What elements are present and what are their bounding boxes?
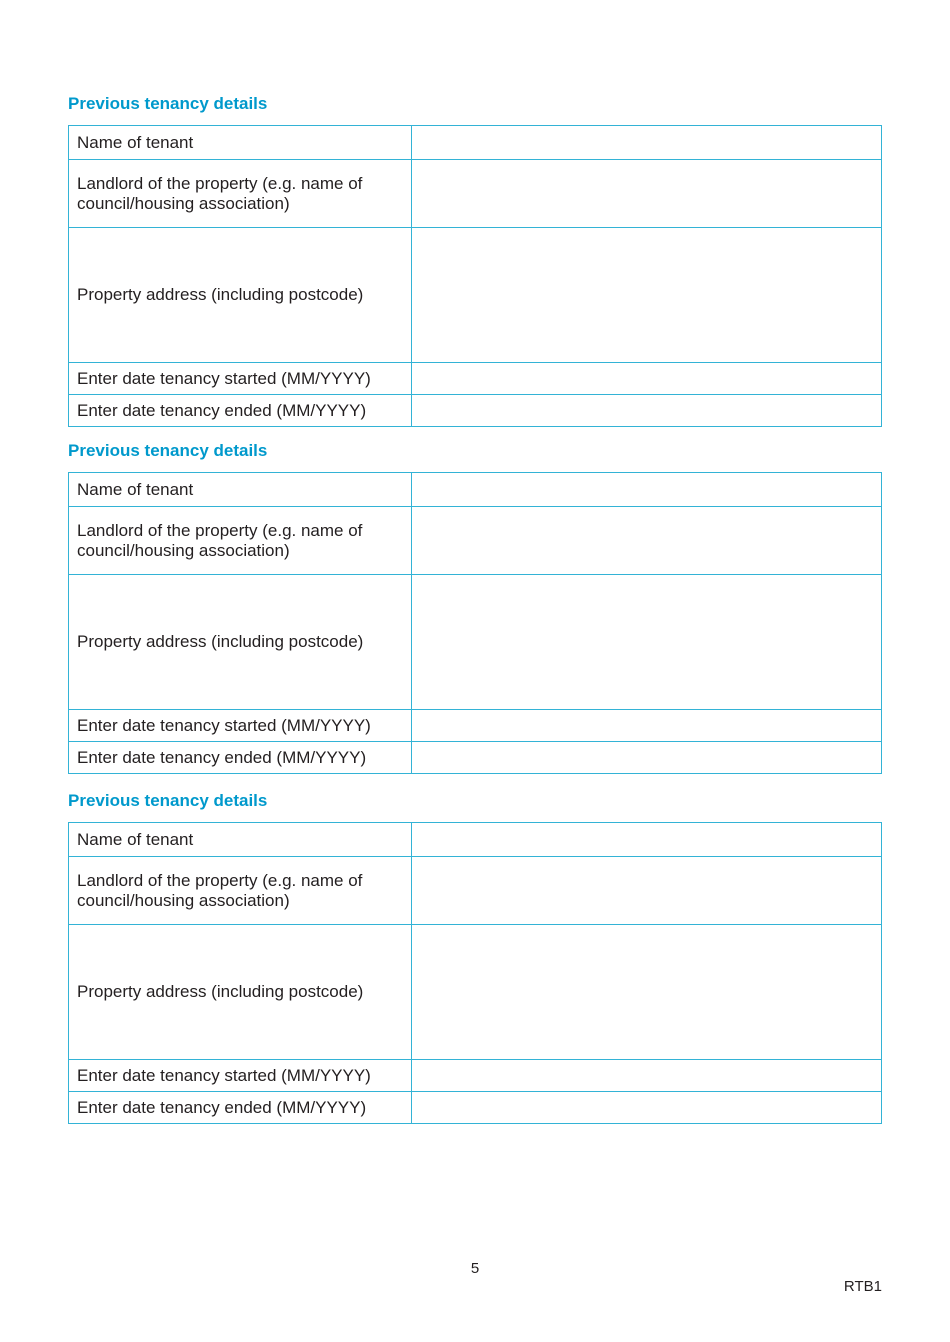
start-date-cell xyxy=(412,710,882,742)
landlord-cell xyxy=(412,507,882,575)
start-date-row xyxy=(69,710,882,742)
start-date-label: Enter date tenancy started (MM/YYYY) xyxy=(69,710,412,742)
landlord-label: Landlord of the property (e.g. name of council/housing association) xyxy=(69,507,412,575)
address-cell xyxy=(412,228,882,363)
address-row xyxy=(69,575,882,710)
tenant-name-cell xyxy=(412,823,882,857)
address-row xyxy=(69,228,882,363)
end-date-cell xyxy=(412,742,882,774)
start-date-input[interactable] xyxy=(412,1060,881,1091)
start-date-label: Enter date tenancy started (MM/YYYY) xyxy=(69,363,412,395)
tenant-name-row xyxy=(69,473,882,507)
landlord-row xyxy=(69,507,882,575)
tenant-name-input[interactable] xyxy=(412,126,881,159)
address-input[interactable] xyxy=(412,575,881,709)
address-cell xyxy=(412,575,882,710)
tenant-name-label: Name of tenant xyxy=(69,126,412,160)
tenant-name-row xyxy=(69,823,882,857)
address-input[interactable] xyxy=(412,925,881,1059)
start-date-cell xyxy=(412,363,882,395)
tenant-name-input[interactable] xyxy=(412,823,881,856)
tenant-name-input[interactable] xyxy=(412,473,881,506)
landlord-input[interactable] xyxy=(412,507,881,574)
end-date-row xyxy=(69,1092,882,1124)
start-date-label: Enter date tenancy started (MM/YYYY) xyxy=(69,1060,412,1092)
end-date-input[interactable] xyxy=(412,395,881,426)
tenant-name-row xyxy=(69,126,882,160)
landlord-input[interactable] xyxy=(412,160,881,227)
tenancy-details-table xyxy=(68,472,882,774)
tenant-name-cell xyxy=(412,126,882,160)
tenant-name-label: Name of tenant xyxy=(69,823,412,857)
end-date-cell xyxy=(412,395,882,427)
form-code: RTB1 xyxy=(843,1278,882,1295)
start-date-input[interactable] xyxy=(412,710,881,741)
page-number: 5 xyxy=(470,1260,480,1277)
section-title: Previous tenancy details xyxy=(68,94,268,113)
landlord-input[interactable] xyxy=(412,857,881,924)
end-date-label: Enter date tenancy ended (MM/YYYY) xyxy=(69,742,412,774)
address-row xyxy=(69,925,882,1060)
address-label: Property address (including postcode) xyxy=(69,575,412,710)
address-label: Property address (including postcode) xyxy=(69,925,412,1060)
end-date-label: Enter date tenancy ended (MM/YYYY) xyxy=(69,1092,412,1124)
address-label: Property address (including postcode) xyxy=(69,228,412,363)
address-input[interactable] xyxy=(412,228,881,362)
end-date-label: Enter date tenancy ended (MM/YYYY) xyxy=(69,395,412,427)
end-date-cell xyxy=(412,1092,882,1124)
tenant-name-cell xyxy=(412,473,882,507)
end-date-input[interactable] xyxy=(412,742,881,773)
landlord-label: Landlord of the property (e.g. name of council/housing association) xyxy=(69,160,412,228)
start-date-input[interactable] xyxy=(412,363,881,394)
address-cell xyxy=(412,925,882,1060)
end-date-row xyxy=(69,742,882,774)
section-title: Previous tenancy details xyxy=(68,441,268,460)
start-date-cell xyxy=(412,1060,882,1092)
landlord-label: Landlord of the property (e.g. name of council/housing association) xyxy=(69,857,412,925)
start-date-row xyxy=(69,1060,882,1092)
landlord-cell xyxy=(412,160,882,228)
tenant-name-label: Name of tenant xyxy=(69,473,412,507)
end-date-input[interactable] xyxy=(412,1092,881,1123)
landlord-row xyxy=(69,857,882,925)
landlord-row xyxy=(69,160,882,228)
tenancy-details-table xyxy=(68,822,882,1124)
section-title: Previous tenancy details xyxy=(68,791,268,810)
landlord-cell xyxy=(412,857,882,925)
start-date-row xyxy=(69,363,882,395)
tenancy-details-table xyxy=(68,125,882,427)
end-date-row xyxy=(69,395,882,427)
